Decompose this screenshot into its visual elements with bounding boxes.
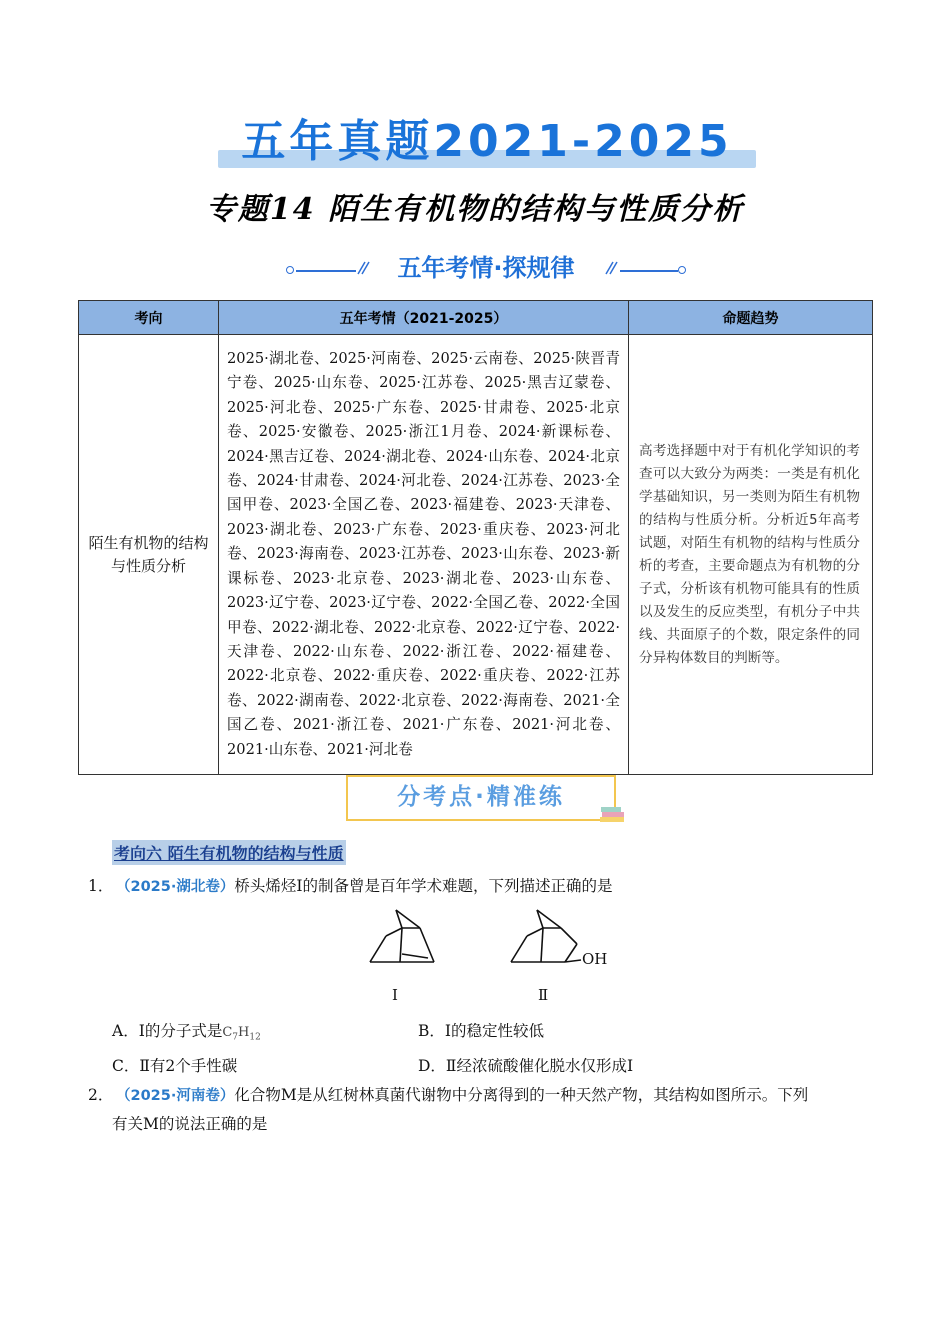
molecular-formula xyxy=(222,1025,261,1043)
option-b[interactable]: B．Ⅰ的稳定性较低 xyxy=(418,1022,545,1040)
topic-cell: 陌生有机物的结构与性质分析 xyxy=(79,335,219,775)
structure-1-diagram xyxy=(362,906,442,970)
question-2 xyxy=(88,1081,868,1138)
header-topic: 考向 xyxy=(79,301,219,335)
books-icon xyxy=(598,803,628,825)
decor-slash-icon xyxy=(356,260,370,276)
hydroxyl-group-label: OH xyxy=(582,950,608,968)
question-number: 1． xyxy=(88,877,114,895)
question-source: （2025·湖北卷） xyxy=(116,879,235,895)
decor-line xyxy=(296,270,356,272)
question-2-line-1 xyxy=(88,1081,868,1110)
formula-c: C xyxy=(222,1025,233,1040)
subject-title: 专题14 陌生有机物的结构与性质分析 xyxy=(205,192,745,227)
header-trend: 命题趋势 xyxy=(629,301,873,335)
structure-2-label: Ⅱ xyxy=(538,986,549,1004)
decor-line xyxy=(620,270,678,272)
option-d[interactable]: D．Ⅱ经浓硫酸催化脱水仅形成Ⅰ xyxy=(418,1057,634,1075)
structure-2-diagram xyxy=(503,906,583,970)
option-a-prefix: A． xyxy=(112,1022,139,1040)
decor-slash-icon xyxy=(604,260,618,276)
subsection-title: 考向六 陌生有机物的结构与性质 xyxy=(112,840,346,865)
section-banner-label: 五年考情·探规律 xyxy=(397,254,575,282)
trend-cell: 高考选择题中对于有机化学知识的考查可以大致分为两类：一类是有机化学基础知识，另一类则为陌生有机物的结构与性质分析。分析近5年高考试题，对陌生有机物的结构与性质分析的考查，主要命题点为有机物的分子式，分析该有机物可能具有的性质以及发生的反应类型，有机分子中共线、共面原子的个数，限定条件的同分异构体数目的判断等。 xyxy=(629,335,873,775)
practice-banner xyxy=(346,775,616,821)
decor-dot-icon xyxy=(678,266,686,274)
structure-1-label: Ⅰ xyxy=(392,986,398,1004)
section-banner xyxy=(286,250,686,286)
banner-title: 五年真题2021-2025 xyxy=(241,116,733,167)
formula-c-sub: 7 xyxy=(232,1032,239,1043)
formula-h-sub: 12 xyxy=(249,1032,261,1043)
table-header-row xyxy=(79,301,873,335)
option-c[interactable]: C．Ⅱ有2个手性碳 xyxy=(112,1057,238,1075)
header-exams: 五年考情（2021-2025） xyxy=(219,301,629,335)
option-a[interactable] xyxy=(112,1019,261,1043)
exams-cell: 2025·湖北卷、2025·河南卷、2025·云南卷、2025·陕晋青宁卷、2025·山东卷、2025·江苏卷、2025·黑吉辽蒙卷、2025·河北卷、2025·广东卷、2025·甘肃卷、2025·北京卷、2025·安徽卷、2025·浙江1月卷、2024·新课标卷、2024·黑吉辽卷、2024·湖北卷、2024·山东卷、2024·北京卷、2024·甘肃卷、2024·河北卷、2024·江苏卷、2023·全国甲卷、2023·全国乙卷、2023·福建卷、2023·天津卷、2023·湖北卷、2023·广东卷、2023·重庆卷、2023·河北卷、2023·海南卷、2023·江苏卷、2023·山东卷、2023·新课标卷、2023·北京卷、2023·湖北卷、2023·山东卷、2023·辽宁卷、2023·辽宁卷、2022·全国乙卷、2022·全国甲卷、2022·湖北卷、2022·北京卷、2022·辽宁卷、2022·天津卷、2022·山东卷、2022·浙江卷、2022·福建卷、2022·北京卷、2022·重庆卷、2022·重庆卷、2022·江苏卷、2022·湖南卷、2022·北京卷、2022·海南卷、2021·全国乙卷、2021·浙江卷、2021·广东卷、2021·河北卷、2021·山东卷、2021·河北卷 xyxy=(219,335,629,775)
overview-table xyxy=(78,300,873,775)
question-1 xyxy=(88,872,613,901)
practice-banner-label: 分考点·精准练 xyxy=(397,784,565,810)
question-2-line-2: 有关M的说法正确的是 xyxy=(112,1115,268,1133)
table-row xyxy=(79,335,873,775)
formula-h: H xyxy=(238,1025,250,1040)
decor-dot-icon xyxy=(286,266,294,274)
question-number: 2． xyxy=(88,1086,114,1104)
option-a-text: Ⅰ的分子式是 xyxy=(138,1022,223,1040)
header-banner xyxy=(218,112,756,174)
question-source: （2025·河南卷） xyxy=(116,1088,235,1104)
question-text: 桥头烯烃Ⅰ的制备曾是百年学术难题，下列描述正确的是 xyxy=(234,877,613,895)
question-text: 化合物M是从红树林真菌代谢物中分离得到的一种天然产物，其结构如图所示。下列 xyxy=(234,1086,809,1104)
